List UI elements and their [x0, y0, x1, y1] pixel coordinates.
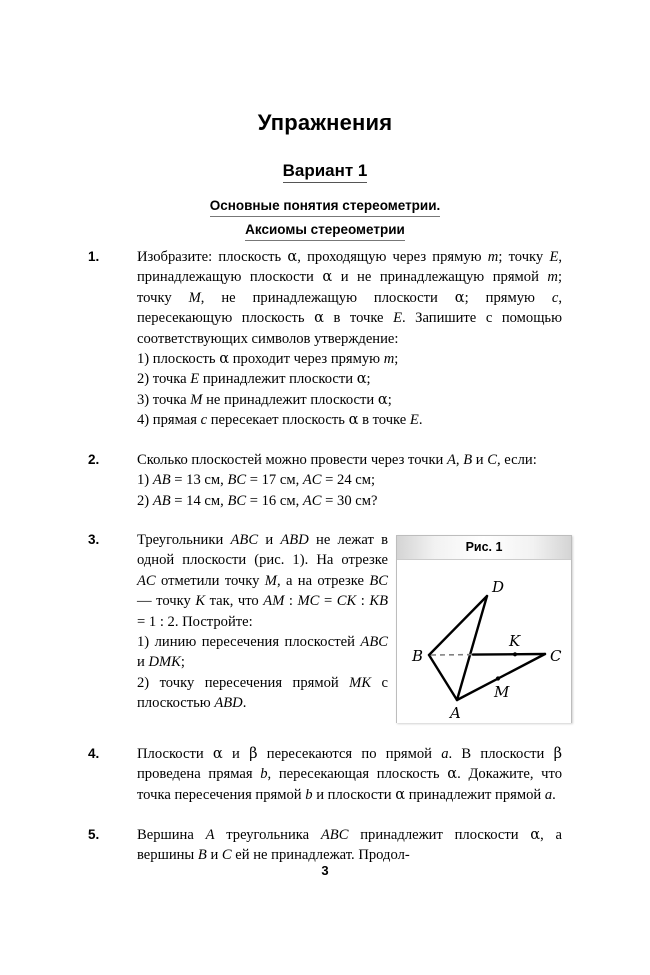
exercise-item-4	[88, 744, 562, 805]
exercise-body-2	[137, 450, 562, 511]
exercise-3-paragraph-3: 2) точку пересечения прямой MK с плоскостью ABD.	[137, 674, 388, 712]
segment-BC-visible	[473, 654, 545, 655]
geometry-diagram	[397, 560, 571, 723]
exercise-number-2: 2.	[88, 452, 100, 467]
exercise-body-4	[137, 744, 562, 805]
exercise-item-3	[88, 530, 388, 714]
exercise-body-3	[137, 530, 388, 714]
exercise-3-paragraph-2: 1) линию пересечения плоскостей ABC и DMK;	[137, 634, 388, 671]
exercise-body-1	[137, 247, 562, 431]
variant-heading	[0, 161, 650, 181]
point-K-marker	[513, 652, 517, 656]
page-title: Упражнения	[257, 110, 393, 135]
exercise-item-2	[88, 450, 562, 511]
figure-1	[396, 535, 572, 723]
figure-caption: Рис. 1	[397, 536, 571, 560]
exercise-1-paragraph-4: 3) точка M не принадлежит плоскости α;	[137, 390, 392, 408]
exercise-2-paragraph-2: 1) AB = 13 см, BC = 17 см, AC = 24 см;	[137, 472, 376, 489]
exercise-body-5	[137, 825, 562, 866]
exercise-number-1: 1.	[88, 249, 100, 264]
exercise-4-paragraph-1: Плоскости α и β пересекаются по прямой a. В плоскости β проведена прямая b, пересекающая плоскость α. Докажите, что точка пересечения прямой b и плоскости α принадлежит прямой a.	[137, 745, 562, 803]
label-B: B	[412, 647, 424, 665]
topic-heading-row-1	[0, 196, 650, 217]
variant-heading-text: Вариант 1	[283, 161, 368, 183]
exercise-1-paragraph-2: 1) плоскость α проходит через прямую m;	[137, 350, 399, 368]
topic-heading	[0, 196, 650, 244]
label-M: M	[494, 683, 510, 701]
label-C: C	[550, 647, 562, 665]
exercise-number-3: 3.	[88, 532, 100, 547]
figure-canvas	[397, 560, 571, 723]
exercise-1-paragraph-3: 2) точка E принадлежит плоскости α;	[137, 370, 371, 388]
segment-BA	[429, 655, 457, 700]
exercise-item-5	[88, 825, 562, 866]
exercise-5-paragraph-1: Вершина A треугольника ABC принадлежит плоскости α, а вершины B и C ей не принадлежат. Продол-	[137, 826, 562, 864]
topic-heading-row-2	[0, 220, 650, 241]
label-D: D	[492, 578, 505, 596]
exercise-number-4: 4.	[88, 746, 100, 761]
label-A: A	[450, 704, 461, 722]
label-K: K	[509, 632, 521, 650]
exercise-2-paragraph-3: 2) AB = 14 см, BC = 16 см, AC = 30 см?	[137, 492, 378, 509]
exercise-2-paragraph-1: Сколько плоскостей можно провести через точки A, B и C, если:	[137, 452, 537, 468]
page-number: 3	[321, 863, 329, 878]
exercise-1-paragraph-1: Изобразите: плоскость α, проходящую через прямую m; точку E, принадлежащую плоскости α и не принадлежащую прямой m; точку M, не принадлежащую плоскости α; прямую c, пересекающую плоскость α в точке E. Запишите с помощью соответствующих символов утверждение:	[137, 248, 563, 347]
topic-line-1: Основные понятия стереометрии.	[210, 196, 441, 217]
point-M-marker	[496, 676, 500, 680]
exercise-3-paragraph-1: Треугольники ABC и ABD не лежат в одной плоскости (рис. 1). На отрезке AC отметили точку M, а на отрезке BC — точку K так, что AM : MC = CK : KB = 1 : 2. Постройте:	[137, 532, 389, 630]
topic-line-2: Аксиомы стереометрии	[245, 220, 405, 241]
exercise-number-5: 5.	[88, 827, 100, 842]
exercise-item-1	[88, 247, 562, 431]
exercise-1-paragraph-5: 4) прямая c пересекает плоскость α в точке E.	[137, 411, 423, 429]
